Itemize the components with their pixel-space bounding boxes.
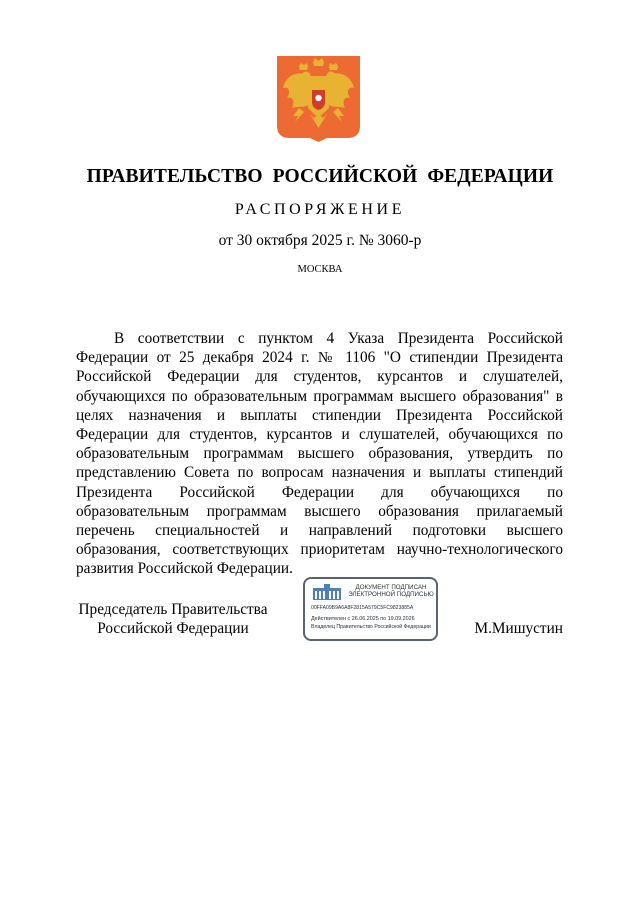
signer-position (76, 600, 270, 638)
order-body-paragraph: В соответствии с пунктом 4 Указа Президента Российской Федерации от 25 декабря 2024 г. № 1106 "О стипендии Президента Российской Федерации для студентов, курсантов и слушателей, обучающихся по образовательным программам высшего образования" в целях назначения и выплаты стипендии Президента Российской Федерации для студентов, курсантов и слушателей, обучающихся по образовательным программам высшего образования, утвердить по представлению Совета по вопросам назначения и выплаты стипендий Президента Российской Федерации для обучающихся по образовательным программам высшего образования прилагаемый перечень специальностей и направлений подготовки высшего образования, соответствующих приоритетам научно-технологического развития Российской Федерации. (76, 330, 563, 578)
signer-position-line-2: Российской Федерации (97, 620, 249, 637)
document-type: РАСПОРЯЖЕНИЕ (234, 201, 406, 218)
stamp-certificate-serial: 00FFA09B9A6A8F2815A579C5FC9823885A (311, 605, 414, 611)
signer-name: М.Мишустин (474, 620, 563, 637)
stamp-header (345, 584, 437, 599)
document-date-number: от 30 октября 2025 г. № 3060-р (218, 232, 422, 249)
russian-coat-of-arms-icon (277, 56, 360, 142)
stamp-header-line-2: ЭЛЕКТРОННОЙ ПОДПИСЬЮ (348, 591, 434, 599)
stamp-header-line-1: ДОКУМЕНТ ПОДПИСАН (355, 584, 427, 591)
document-city: МОСКВА (297, 264, 343, 275)
electronic-signature-stamp (303, 577, 438, 641)
government-title: ПРАВИТЕЛЬСТВО РОССИЙСКОЙ ФЕДЕРАЦИИ (86, 166, 554, 187)
stamp-validity-period: Действителен с 26.06.2025 по 19.09.2026 (311, 616, 415, 622)
stamp-certificate-owner: Владелец Правительство Российской Федерации (311, 624, 431, 630)
signer-position-line-1: Председатель Правительства (78, 601, 268, 618)
government-building-icon (312, 583, 342, 601)
